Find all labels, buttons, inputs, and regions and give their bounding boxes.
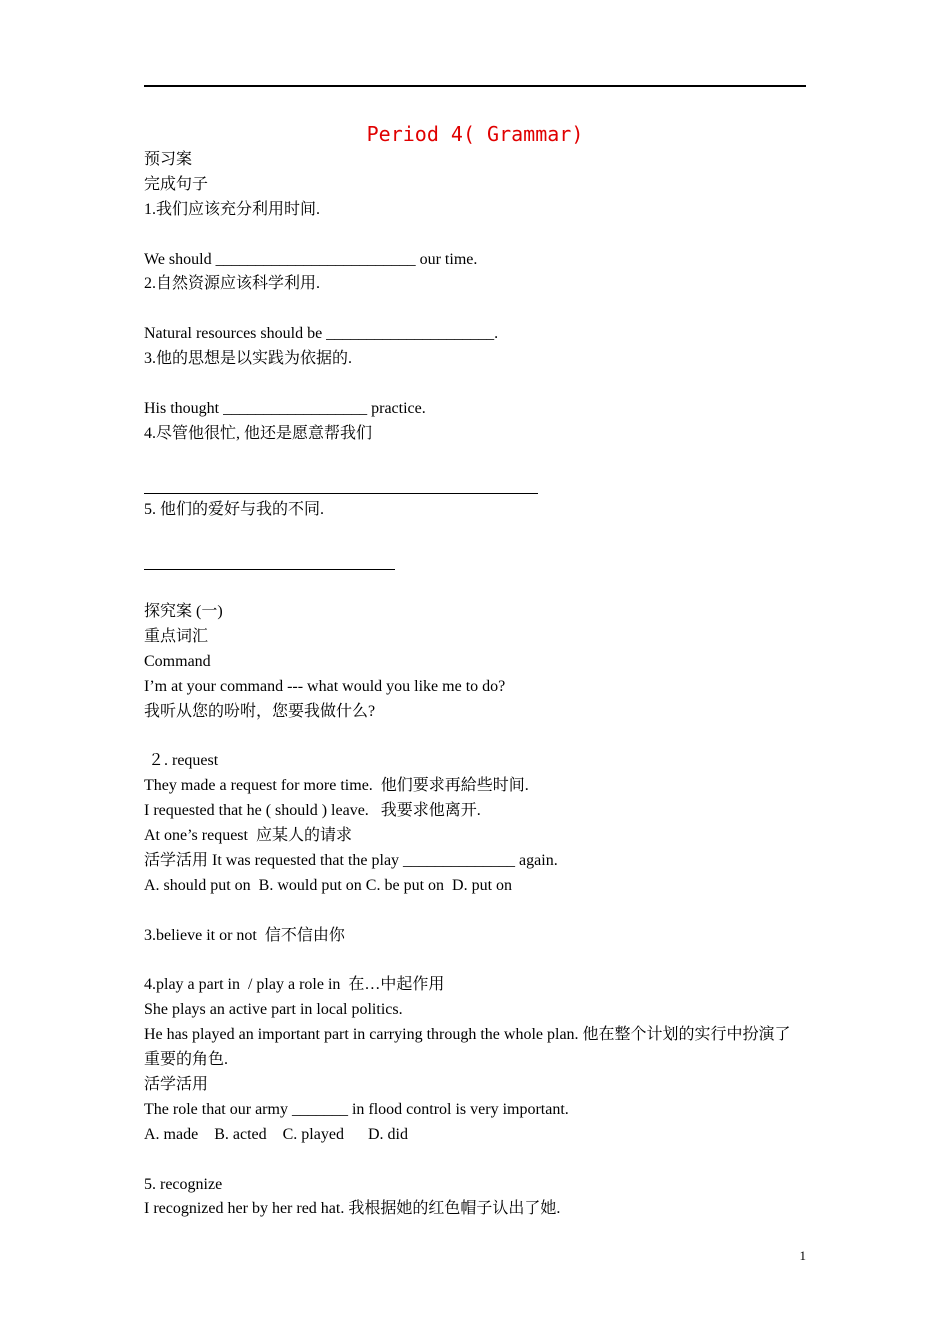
spacer [144, 372, 806, 397]
page-title: Period 4( Grammar) [366, 122, 584, 146]
exercise-answer: We should _________________________ our time. [144, 250, 478, 268]
text-line [144, 949, 806, 974]
text-line: 3.believe it or not 信不信由你 [144, 926, 345, 944]
spacer [144, 575, 806, 600]
wrapped-paragraph: He has played an important part in carrying through the whole plan. 他在整个计划的实行中扮演了 重要的角色. [144, 1026, 791, 1069]
text-line [144, 899, 806, 924]
exercise-answer: Natural resources should be _____________________. [144, 325, 499, 343]
text-line: I requested that he ( should ) leave. 我要求他离开. [144, 802, 481, 820]
document-body [144, 148, 806, 1222]
text-line: They made a request for more time. 他们要求再給些时间. [144, 777, 529, 795]
exercise-prompt: 2.自然资源应该科学利用. [144, 275, 321, 293]
exercise-prompt: 3.他的思想是以实践为依据的. [144, 350, 353, 368]
section-heading: 预习案 [144, 151, 193, 168]
text-line: The role that our army _______ in flood control is very important. [144, 1100, 569, 1118]
text-line: She plays an active part in local politics. [144, 1001, 403, 1019]
page-number: 1 [799, 1248, 806, 1263]
exercise-prompt: 1.我们应该充分利用时间. [144, 200, 321, 218]
section-subheading: 重点词汇 [144, 627, 209, 645]
text-line: 活学活用 [144, 1075, 209, 1093]
spacer [144, 523, 806, 548]
spacer [144, 297, 806, 322]
text-line [144, 724, 806, 749]
text-line: A. made B. acted C. played D. did [144, 1125, 408, 1143]
text-line: At one’s request 应某人的请求 [144, 827, 352, 845]
spacer [144, 447, 806, 472]
text-line: I recognized her by her red hat. 我根据她的红色帽子认出了她. [144, 1200, 561, 1218]
section-subheading: 完成句子 [144, 175, 209, 193]
header-rule [144, 85, 806, 87]
text-line: ２. request [144, 752, 219, 770]
exercise-prompt: 4.尽管他很忙, 他还是愿意帮我们 [144, 424, 373, 442]
spacer [144, 223, 806, 248]
text-line: 我听从您的吩咐，您要我做什么? [144, 702, 376, 720]
text-line: A. should put on B. would put on C. be put on D. put on [144, 876, 513, 894]
text-line [144, 1148, 806, 1173]
answer-blank-line [144, 550, 806, 575]
text-line: Command [144, 652, 211, 670]
text-line: 活学活用 It was requested that the play ______________ again. [144, 851, 558, 869]
answer-blank-line [144, 474, 806, 499]
text-line: I’m at your command --- what would you like me to do? [144, 677, 506, 695]
exercise-answer: His thought __________________ practice. [144, 399, 426, 417]
exercise-prompt: 5. 他们的爱好与我的不同. [144, 501, 325, 519]
section-heading: 探究案 (一) [144, 603, 223, 621]
text-line: 4.play a part in / play a role in 在…中起作用 [144, 976, 445, 994]
text-line: 5. recognize [144, 1175, 223, 1193]
